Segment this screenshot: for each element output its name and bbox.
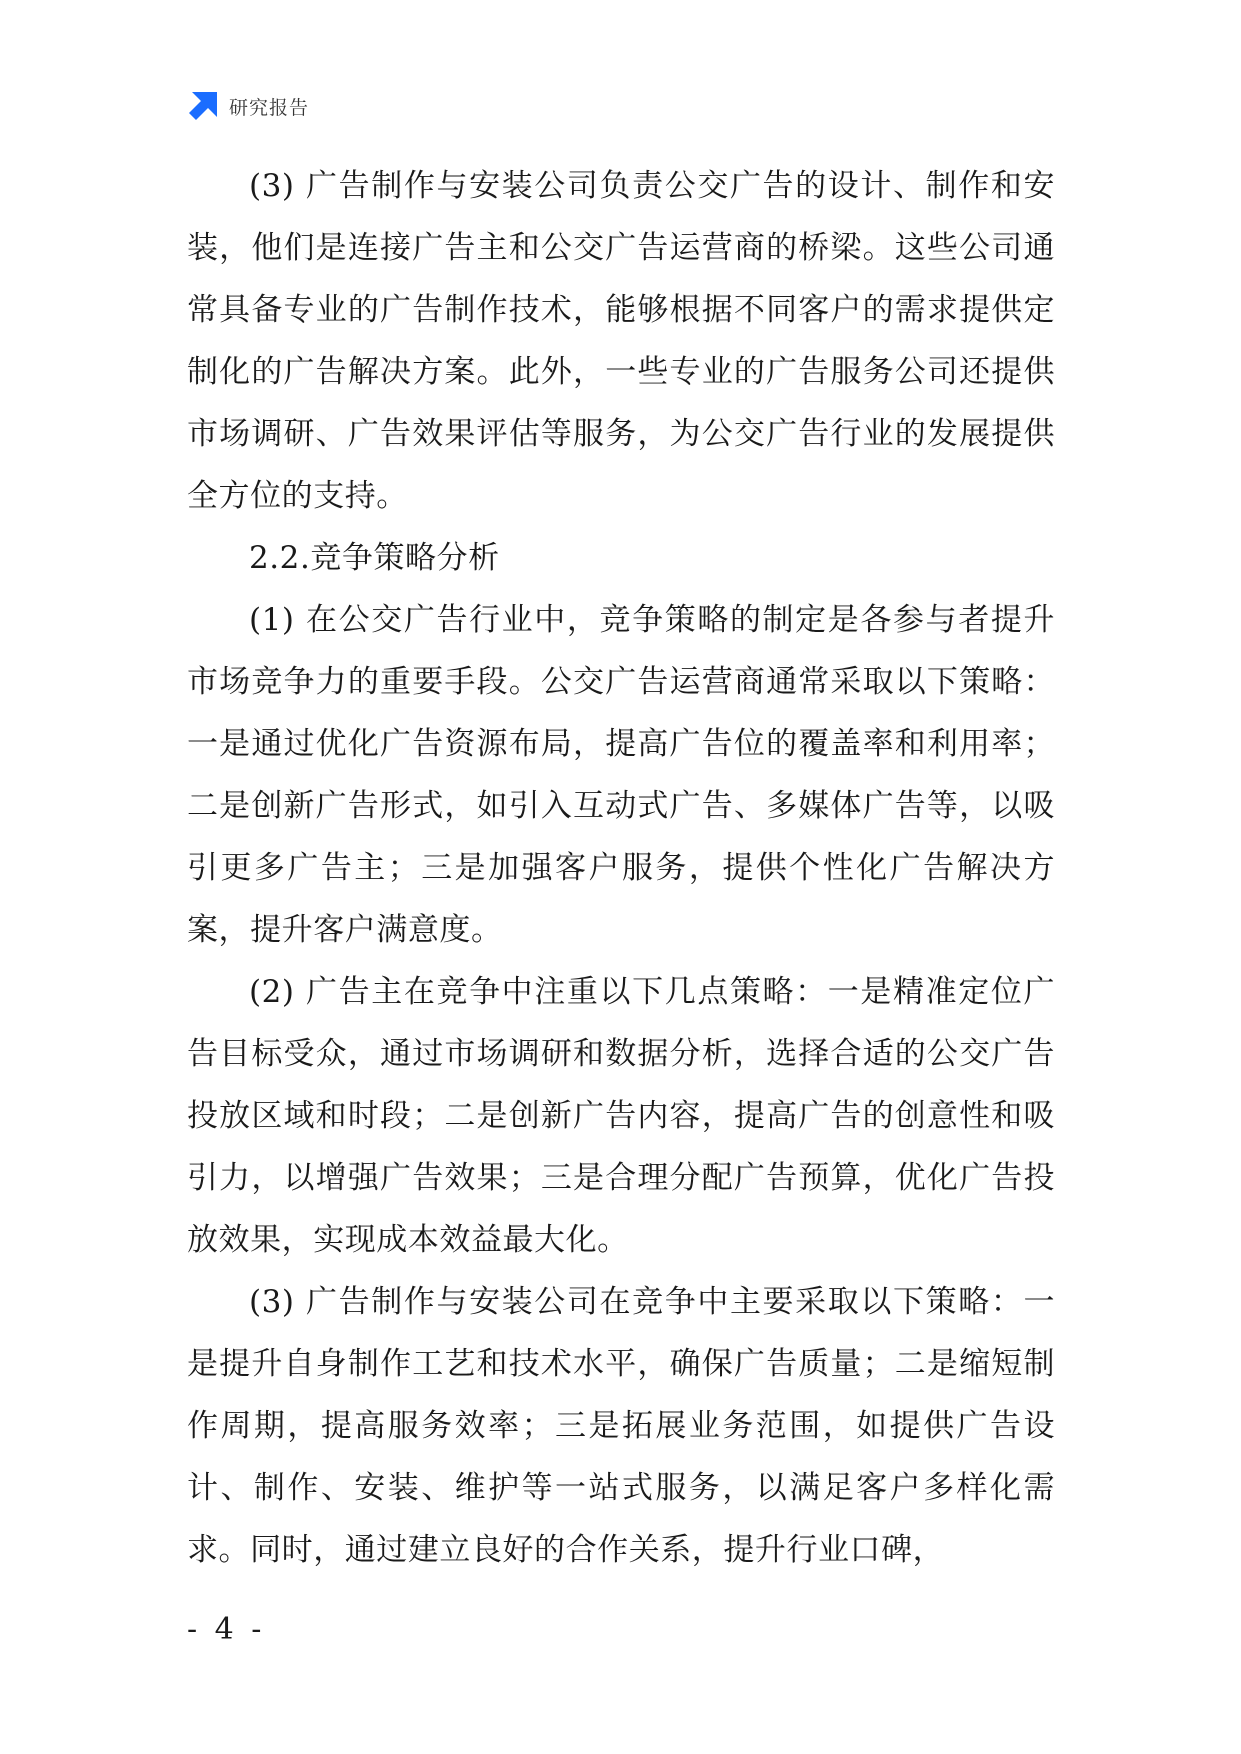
section-heading: 2.2.竞争策略分析 bbox=[249, 540, 500, 576]
page-header bbox=[187, 88, 309, 124]
paragraph-operator-strategy: (1) 在公交广告行业中，竞争策略的制定是各参与者提升市场竞争力的重要手段。公交广告运营商通常采取以下策略：一是通过优化广告资源布局，提高广告位的覆盖率和利用率；二是创新广告形式，如引入互动式广告、多媒体广告等，以吸引更多广告主；三是加强客户服务，提供个性化广告解决方案，提升客户满意度。 bbox=[187, 602, 1055, 948]
arrow-up-right-icon bbox=[187, 90, 219, 122]
paragraph-advertiser-strategy: (2) 广告主在竞争中注重以下几点策略：一是精准定位广告目标受众，通过市场调研和数据分析，选择合适的公交广告投放区域和时段；二是创新广告内容，提高广告的创意性和吸引力，以增强广告效果；三是合理分配广告预算，优化广告投放效果，实现成本效益最大化。 bbox=[187, 974, 1055, 1258]
document-body bbox=[187, 155, 1055, 1581]
page-number: - 4 - bbox=[187, 1612, 266, 1647]
paragraph-production-strategy: (3) 广告制作与安装公司在竞争中主要采取以下策略：一是提升自身制作工艺和技术水平，确保广告质量；二是缩短制作周期，提高服务效率；三是拓展业务范围，如提供广告设计、制作、安装、维护等一站式服务，以满足客户多样化需求。同时，通过建立良好的合作关系，提升行业口碑， bbox=[187, 1284, 1055, 1568]
paragraph-production-companies: (3) 广告制作与安装公司负责公交广告的设计、制作和安装，他们是连接广告主和公交广告运营商的桥梁。这些公司通常具备专业的广告制作技术，能够根据不同客户的需求提供定制化的广告解决方案。此外，一些专业的广告服务公司还提供市场调研、广告效果评估等服务，为公交广告行业的发展提供全方位的支持。 bbox=[187, 168, 1055, 514]
header-title: 研究报告 bbox=[229, 96, 310, 119]
